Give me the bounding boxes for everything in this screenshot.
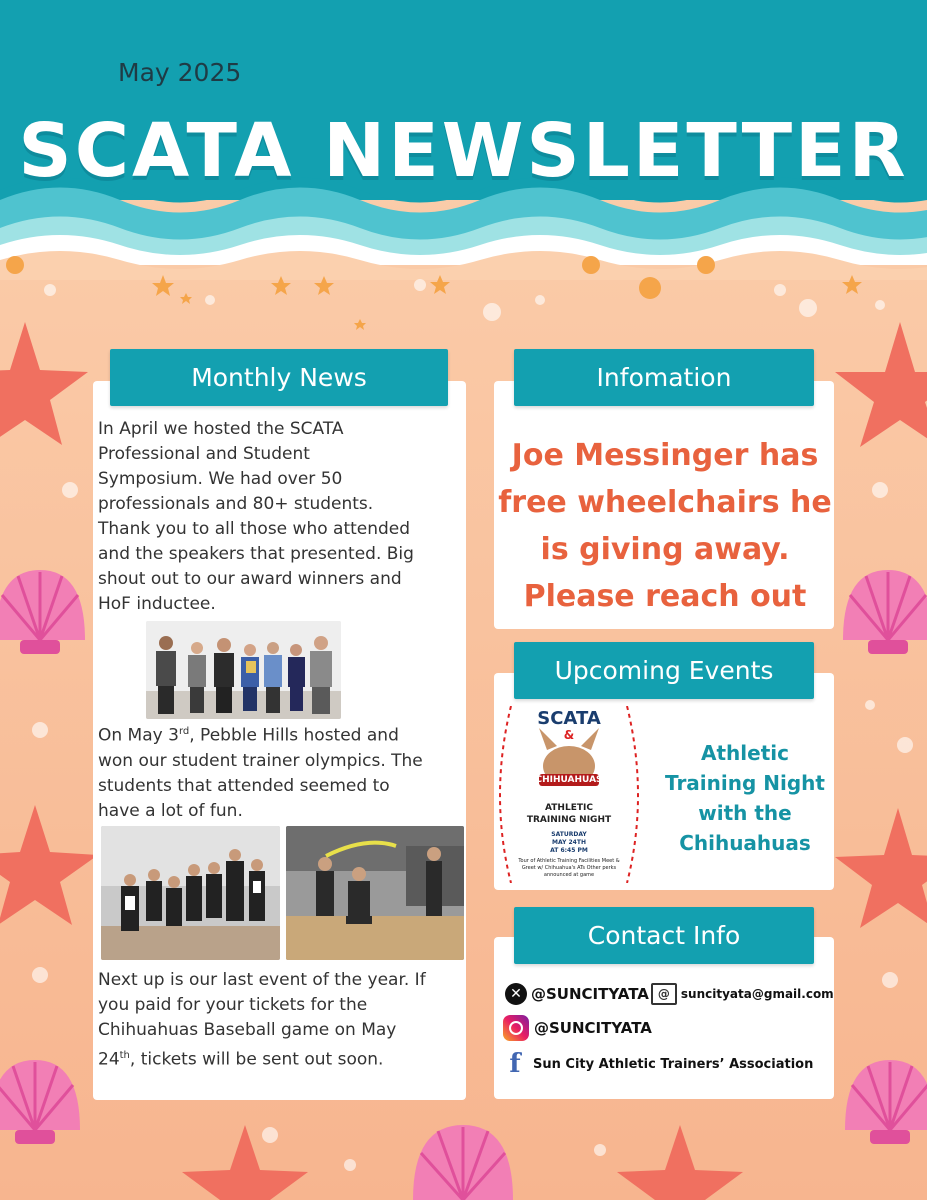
symposium-award-photo [146, 621, 341, 719]
wheelchair-notice: Joe Messinger has free wheelchairs he is giving away. Please reach out [498, 438, 832, 614]
flyer-logo: SCATA [537, 708, 601, 729]
facebook-row[interactable] [505, 1050, 813, 1078]
news-paragraph-next-event: Next up is our last event of the year. If you paid for your tickets for the Chihuahuas Baseball game on May 24th, tickets will be sent out soon. [98, 970, 426, 1070]
flyer-date: MAY 24TH [552, 839, 586, 846]
flyer-time: AT 6:45 PM [550, 847, 588, 854]
flyer-details: Tour of Athletic Training Facilities Meet & Greet w/ Chihuahua's ATs Other perks announced at game [518, 858, 620, 878]
event-flyer [499, 706, 639, 883]
twitter-handle[interactable]: @SUNCITYATA [531, 985, 649, 1003]
newsletter-title: SCATA NEWSLETTER [18, 108, 909, 194]
news-paragraph-olympics: On May 3rd, Pebble Hills hosted and won our student trainer olympics. The students that attended seemed to have a lot of fun. [98, 725, 423, 821]
upcoming-events-heading: Upcoming Events [514, 642, 814, 699]
monthly-news-heading: Monthly News [110, 349, 448, 406]
flyer-ampersand: & [563, 728, 575, 742]
flyer-team: CHIHUAHUAS [535, 775, 603, 785]
issue-date: May 2025 [118, 58, 242, 87]
information-heading: Infomation [514, 349, 814, 406]
twitter-row[interactable] [505, 983, 834, 1005]
instagram-handle[interactable]: @SUNCITYATA [534, 1019, 652, 1037]
x-twitter-icon: ✕ [505, 983, 527, 1005]
instagram-icon [503, 1015, 529, 1041]
event-title: Athletic Training Night with the Chihuahuas [665, 741, 825, 855]
flyer-event: ATHLETIC TRAINING NIGHT [526, 803, 612, 825]
facebook-page[interactable]: Sun City Athletic Trainers’ Association [533, 1056, 814, 1072]
instagram-row[interactable] [503, 1015, 652, 1041]
contact-heading: Contact Info [514, 907, 814, 964]
email-icon: @ [651, 983, 677, 1005]
student-olympics-group-photo [101, 826, 280, 960]
facebook-icon: f [509, 1049, 521, 1079]
flyer-date-day: SATURDAY [551, 831, 587, 838]
news-paragraph-symposium: In April we hosted the SCATA Professional and Student Symposium. We had over 50 professionals and 80+ students. Thank you to all those who attended and the speakers that presented. Big shout out to our award winners and HoF inductee. [98, 419, 414, 614]
student-olympics-activity-photo [286, 826, 464, 960]
email-address[interactable]: suncityata@gmail.com [680, 987, 834, 1001]
